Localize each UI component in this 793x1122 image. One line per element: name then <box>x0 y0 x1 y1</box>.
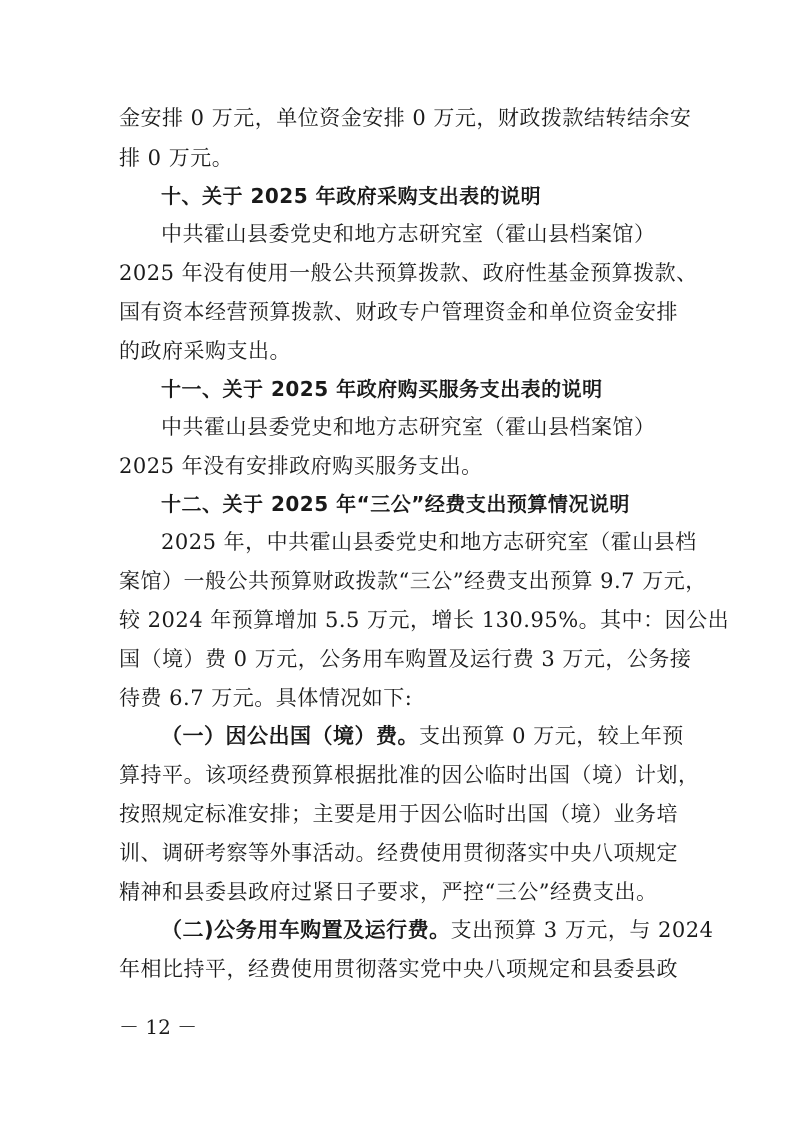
body-line: 2025 年没有安排政府购买服务支出。 <box>119 454 483 478</box>
body-line: 较 2024 年预算增加 5.5 万元，增长 130.95%。其中：因公出 <box>119 608 730 632</box>
body-line: 按照规定标准安排；主要是用于因公临时出国（境）业务培 <box>119 802 678 826</box>
subheading-line <box>161 721 684 751</box>
body-line: 案馆）一般公共预算财政拨款“三公”经费支出预算 9.7 万元， <box>119 569 707 593</box>
section-heading: 十二、关于 2025 年“三公”经费支出预算情况说明 <box>161 492 630 516</box>
subheading-line <box>161 915 713 945</box>
subheading-vehicle: （二)公务用车购置及运行费。 <box>161 918 451 942</box>
body-text: 支出预算 3 万元，与 2024 <box>450 918 714 942</box>
body-line: 国（境）费 0 万元，公务用车购置及运行费 3 万元，公务接 <box>119 647 692 671</box>
body-text: 支出预算 0 万元，较上年预 <box>419 724 684 748</box>
body-line: 金安排 0 万元，单位资金安排 0 万元，财政拨款结转结余安 <box>119 106 692 130</box>
body-line: 的政府采购支出。 <box>119 339 291 363</box>
body-line: 中共霍山县委党史和地方志研究室（霍山县档案馆） <box>161 415 656 439</box>
body-line: 2025 年没有使用一般公共预算拨款、政府性基金预算拨款、 <box>119 261 698 285</box>
body-line: 年相比持平，经费使用贯彻落实党中央八项规定和县委县政 <box>119 957 678 981</box>
body-line: 排 0 万元。 <box>119 146 234 170</box>
body-line: 待费 6.7 万元。具体情况如下: <box>119 686 413 710</box>
body-line: 训、调研考察等外事活动。经费使用贯彻落实中央八项规定 <box>119 841 678 865</box>
body-line: 中共霍山县委党史和地方志研究室（霍山县档案馆） <box>161 222 656 246</box>
section-heading: 十一、关于 2025 年政府购买服务支出表的说明 <box>161 377 603 401</box>
body-line: 2025 年，中共霍山县委党史和地方志研究室（霍山县档 <box>161 530 697 554</box>
body-line: 国有资本经营预算拨款、财政专户管理资金和单位资金安排 <box>119 300 678 324</box>
body-line: 算持平。该项经费预算根据批准的因公临时出国（境）计划， <box>119 763 700 787</box>
body-line: 精神和县委县政府过紧日子要求，严控“三公”经费支出。 <box>119 880 658 904</box>
subheading-foreign-travel: （一）因公出国（境）费。 <box>161 724 419 748</box>
page-number: － 12 － <box>119 1015 198 1039</box>
section-heading: 十、关于 2025 年政府采购支出表的说明 <box>161 184 542 208</box>
